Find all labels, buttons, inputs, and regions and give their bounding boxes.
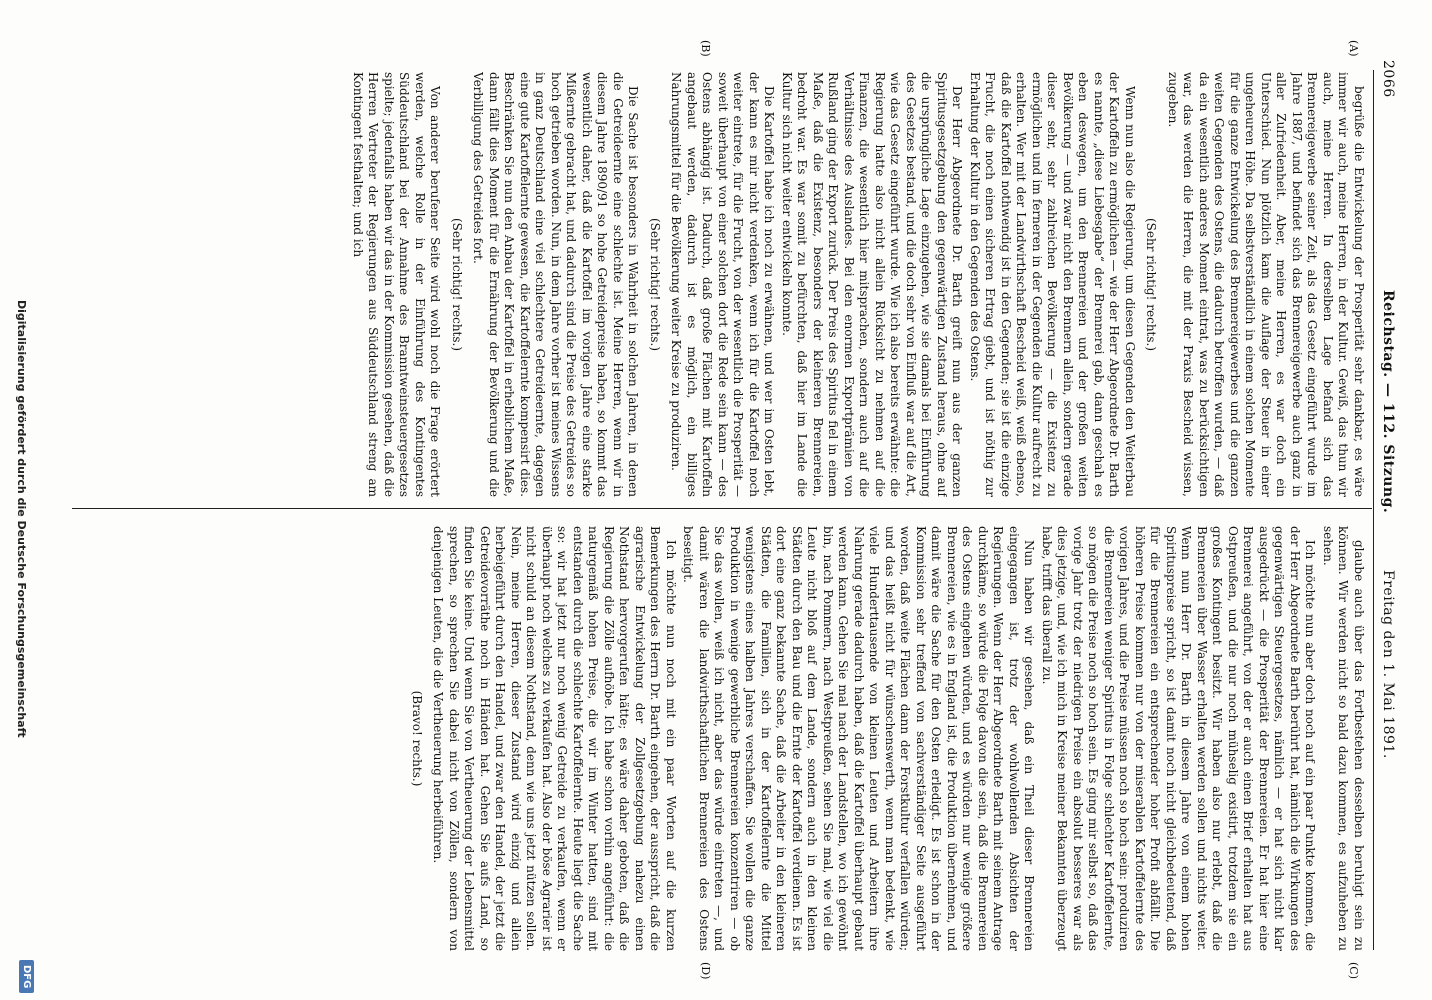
margin-marker-a: (A) xyxy=(1347,40,1360,57)
margin-marker-d: (D) xyxy=(699,962,712,980)
dfg-logo-badge: DFG xyxy=(19,960,34,993)
interjection: (Sehr richtig! rechts.) xyxy=(1144,217,1159,352)
paragraph: Nun haben wir gesehen, daß ein Theil dieser Brennereien eingegangen ist, trotz der wohlwollenden Absichten der Regierungen. Wenn der Herr Abgeordnete Barth mit seinem Antrage durchkäme, so würde die Folge davon die sein, daß die Brennereien des Ostens eingehen würden, und es würden nur wenige größere Brennereien, wie es in England ist, die Produktion übernehmen, und damit wäre die Sache für den Osten erledigt. Es ist schon in der Kommission sehr treffend von sachverständiger Seite ausgeführt worden, daß weite Flächen dann der Forstkultur verfallen würden; und das heißt nicht für wünschenswerth, wenn man bedenkt, wie viele Hunderttausende von kleinen Leuten und Arbeitern ihre Nahrung gerade dadurch haben, daß die Kartoffel überhaupt gebaut werden kann. Gehen Sie mal nach der Landstellen, wo ich gewöhnt bin, nach Pommern, nach Westpreußen, sehen Sie mal, wie viel die Leute nicht bloß auf dem Lande, sondern auch in den kleinen Städten durch den Bau und die Ernte der Kartoffel verdienen. Es ist dort eine ganz bekannte Sache, daß die Arbeiter in den kleineren Städten, die Familien, sich in der Kartoffelernte die Mittel wenigstens eines halben Jahres verschaffen. Sie wollen die ganze Produktion in wenige gewerbliche Brennereien konzentriren — ob Sie das wollen, weiß ich nicht, aber das würde eintreten —, und damit wären die landwirthschaftlichen Brennereien des Ostens beseitigt. xyxy=(681,526,1037,951)
right-text-column xyxy=(126,526,1366,951)
interjection: (Sehr richtig! rechts.) xyxy=(648,217,662,352)
paragraph: Ich möchte nun aber doch noch auf ein paar Punkte kommen, die der Herr Abgeordnete Barth berührt hat, nämlich die Wirkungen des gegenwärtigen Steuergesetzes, nämlich — er hat sich nicht klar ausgedrückt — die Prosperität der Brennereien. Er hat hier eine Brennerei angeführt, von der er auch einen Brief erhalten hat aus Ostpreußen, und die nur noch mühselig existirt, trotzdem sie ein großes Kontingent besitzt. Wir haben also nur erlebt, daß die Brennereien über Wasser erhalten werden sollen und nichts weiter. Wenn nun Herr Dr. Barth in diesem Jahre von einem hohen Spirituspreise spricht, so ist damit noch nicht gleichbedeutend, daß für die Brennereien ein entsprechender hoher Profit abfällt. Die höheren Preise kommen nur von der miserablen Kartoffelernte des vorigen Jahres, und die Preise müssen noch so hoch sein: produziren die Brennereien weniger Spiritus in Folge schlechter Kartoffelernte, so mögen die Preise noch so hoch sein. Es ging mir selbst so, daß das vorige Jahr trotz der niedrigen Preise ein absolut besseres war als dies jetzige, und, wie ich mich in Kreise meiner Bekannten überzeugt habe, trifft das überall zu. xyxy=(1040,526,1318,951)
paragraph: Die Kartoffel habe ich noch zu erwähnen, und wer im Osten lebt, der kann es mir nicht verdenken, wenn ich für die Kartoffel noch weiter eintrete, für die Frucht, von der wesentlich die Prosperität — soweit überhaupt von einer solchen dort die Rede sein kann — des Ostens abhängig ist. Dadurch, daß große Flächen mit Kartoffeln angebaut werden, dadurch ist es möglich, ein billiges Nahrungsmittel für die Bevölkerung weiter Kreise zu produziren. xyxy=(669,72,777,497)
paragraph: Ich möchte nun noch mit ein paar Worten auf die kurzen Bemerkungen des Herrn Dr. Barth eingehen, der ausspricht, daß die agrarische Entwickelung der Zollgesetzgebung nahezu einen Nothstand hervorgerufen hätte; es wäre daher geboten, daß die Regierung die Zölle aufhöbe. Ich habe schon vorhin angeführt: die naturgemäß hohen Preise, die wir im Winter hatten, sind mit entstanden durch die schlechte Kartoffelernte. Heute liegt die Sache so: wir hat jetzt nur noch wenig Getreide zu verkaufen, wenn er überhaupt noch welches zu verkaufen hat. Also der böse Agrarier ist nicht schuld an diesem Nothstand, denn wie uns jetzt nützen sollen. Nein, meine Herren, dieser Zustand wird einzig und allein herbeigeführt durch den Handel, und zwar den Handel, der jetzt die Getreidevorräthe noch in Händen hat. Gehen Sie aufs Land, so finden Sie keine. Und wenn Sie von Vertheuerung der Lebensmittel sprechen, so sprechen Sie dabei nicht von Zöllen, sondern von denjenigen Leuten, die die Vertheuerung herbeiführen. xyxy=(431,526,678,951)
interjection: (Bravo! rechts.) xyxy=(410,690,424,787)
date-header: Freitag den 1. Mai 1891. xyxy=(1380,570,1396,759)
paragraph: Der Herr Abgeordnete Dr. Barth greift nun aus der ganzen Spiritusgesetzgebung den gegenwärtigen Zustand heraus, ohne auf die ursprüngliche Lage einzugehen, wie sie damals bei Einführung des Gesetzes bestand, und die doch sehr von Einfluß war auf die Art, wie das Gesetz eingeführt wurde. Wie ich also bereits erwähnte: die Regierung hatte also nicht allein Rücksicht zu nehmen auf die Finanzen, die wesentlich hier mitsprachen, sondern auch auf die Verhältnisse des Auslandes. Bei den enormen Exportprämien von Rußland ging der Export zurück. Der Preis des Spiritus fiel in einem Maße, daß die Existenz, besonders der kleineren Brennereien, bedroht war. Es war somit zu befürchten, daß hier im Lande die Kultur sich nicht weiter entwickeln konnte. xyxy=(780,72,965,497)
paragraph: Von anderer berufener Seite wird wohl noch die Frage erörtert werden, welche Rolle in der Einführung des Kontingentes Süddeutschland bei der Annahme des Branntweinsteuergesetzes spielte; jedenfalls haben wir das in der Kommission gesehen, daß die Herren Vertreter der Regierungen aus Süddeutschland streng am Kontingent festhalten; und ich xyxy=(351,72,443,497)
interjection: (Sehr richtig! rechts.) xyxy=(450,217,464,352)
session-header: Reichstag. — 112. Sitzung. xyxy=(1380,290,1396,514)
paragraph: Wenn nun also die Regierung, um diesen Gegenden den Weiterbau der Kartoffeln zu ermöglichen — wie der Herr Abgeordnete Dr. Barth es nannte, „diese Liebesgabe“ der Brennerei gab, dann geschah es eben deswegen, um den Brennereien und der großen weiten Bevölkerung — und zwar nicht den Brennern allein, sondern gerade dieser sehr, sehr zahlreichen Bevölkerung — die Existenz zu ermöglichen und im ferneren in der Gegenden die Kultur aufrecht zu erhalten. Wer mit der Landwirthschaft Bescheid weiß, weiß ebenso, daß die Kartoffel nothwendig ist in den Gegenden; sie ist die einzige Frucht, die noch einen sicheren Ertrag giebt, und ist nöthig zur Erhaltung der Kultur in den Gegenden des Ostens. xyxy=(968,72,1137,497)
header-rule xyxy=(1373,70,1374,950)
paragraph: begrüße die Entwickelung der Prosperität sehr dankbar, es wäre immer wir auch, meine Herren, in der Kultur. Gewiß, das thun wir auch, meine Herren. In derselben Lage befand sich das Brennereigewerbe seiner Zeit, als das Gesetz eingeführt wurde im Jahre 1887, und befindet sich das Brennereigewerbe auch ganz in aller Zufriedenheit. Aber, meine Herren, es war doch ein Unterschied. Nun plötzlich kam die Auflage der Steuer in einer ungeheuren Höhe. Da selbstverständlich in einem solchen Momente für die ganze Entwickelung des Brennereigewerbes und die ganzen weiten Gegenden des Ostens, die dadurch betroffen wurden, — daß da ein wesentlich anderes Moment eintrat, was zu berücksichtigen war, das werden die Herren, die mit der Praxis Bescheid wissen, zugeben. xyxy=(1166,72,1366,497)
margin-marker-c: (C) xyxy=(1347,962,1360,979)
paragraph: glaube auch über das Fortbestehen desselben beruhigt sein zu können. Wir werden nicht so bald dazu kommen, es aufzuheben zu sehen. xyxy=(1321,526,1366,951)
margin-marker-b: (B) xyxy=(699,40,712,57)
digitization-credit: Digitalisierung gefördert durch die Deutsche Forschungsgemeinschaft xyxy=(15,300,28,738)
paragraph: Die Sache ist besonders in Wahrheit in solchen Jahren, in denen die Getreideernte eine schlechte ist. Meine Herren, wenn wir in diesem Jahre 1890/91 so hohe Getreidepreise haben, so kommt das wesentlich daher, daß die Kartoffel im vorigen Jahre eine starke Mißernte gebracht hat, und dadurch sind die Preise des Getreides so hoch getrieben worden. Nun, in dem Jahre vorher ist meines Wissens in ganz Deutschland eine viel schlechtere Getreideernte, dagegen eine gute Kartoffelernte gewesen, die Kartoffelernte kompensirt dies. Beschränken Sie nun den Anbau der Kartoffel in erheblichem Maße, dann fällt dies Moment für die Ernährung der Bevölkerung und die Verbilligung des Getreides fort. xyxy=(471,72,641,497)
column-divider xyxy=(72,508,1372,509)
left-text-column xyxy=(126,72,1366,497)
page-number: 2066 xyxy=(1380,60,1396,98)
